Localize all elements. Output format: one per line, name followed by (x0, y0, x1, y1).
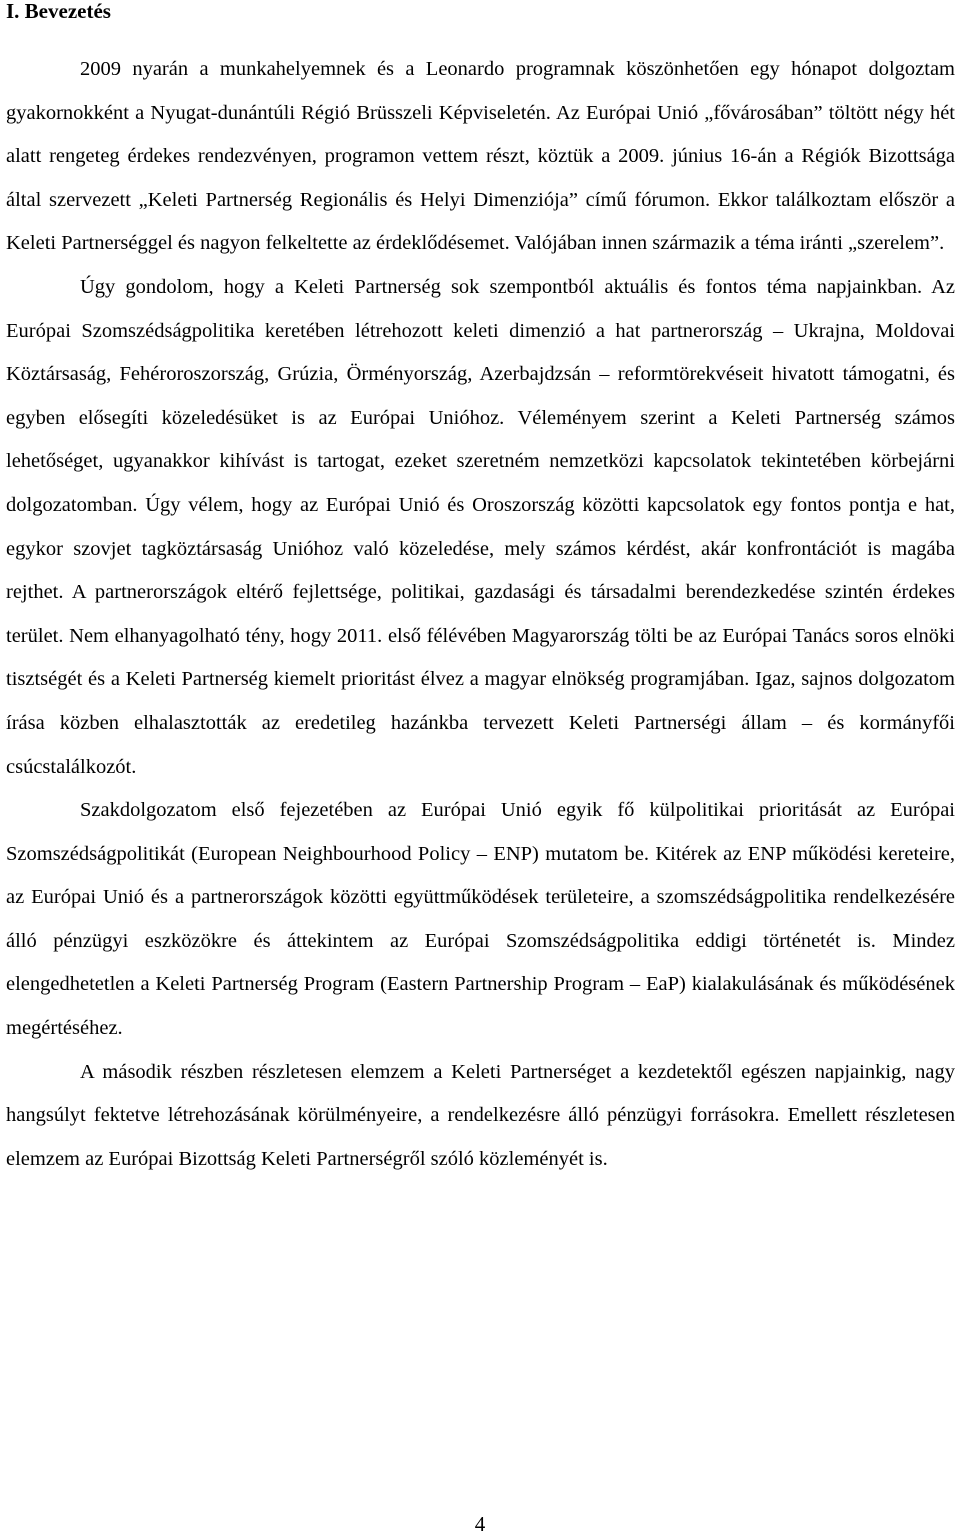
paragraph-4: A második részben részletesen elemzem a Keleti Partnerséget a kezdetektől egészen napjainkig, nagy hangsúlyt fektetve létrehozásának körülményeire, a rendelkezésre álló pénzügyi forrásokra. Emellett részletesen elemzem az Európai Bizottság Keleti Partnerségről szóló közleményét is. (6, 1060, 955, 1170)
paragraph-3: Szakdolgozatom első fejezetében az Európai Unió egyik fő külpolitikai prioritását az Európai Szomszédságpolitikát (European Neighbourhood Policy – ENP) mutatom be. Kitérek az ENP működési kereteire, az Európai Unió és a partnerországok közötti együttműködések területeire, a szomszédságpolitika rendelkezésére álló pénzügyi eszközökre és áttekintem az Európai Szomszédságpolitika eddigi történetét is. Mindez elengedhetetlen a Keleti Partnerség Program (Eastern Partnership Program – EaP) kialakulásának és működésének megértéséhez. (6, 799, 955, 1040)
page-number: 4 (474, 1512, 486, 1536)
paragraph-1: 2009 nyarán a munkahelyemnek és a Leonardo programnak köszönhetően egy hónapot dolgoztam gyakornokként a Nyugat-dunántúli Régió Brüsszeli Képviseletén. Az Európai Unió „fővárosában” töltött négy hét alatt rengeteg érdekes rendezvényen, programon vettem részt, köztük a 2009. június 16-án a Régiók Bizottsága által szervezett „Keleti Partnerség Regionális és Helyi Dimenziója” című fórumon. Ekkor találkoztam először a Keleti Partnerséggel és nagyon felkeltette az érdeklődésemet. Valójában innen származik a téma iránti „szerelem”. (6, 58, 955, 255)
section-heading: I. Bevezetés (6, 0, 111, 23)
paragraph-2: Úgy gondolom, hogy a Keleti Partnerség sok szempontból aktuális és fontos téma napjainkban. Az Európai Szomszédságpolitika keretében létrehozott keleti dimenzió a hat partnerország – Ukrajna, Moldovai Köztársaság, Fehéroroszország, Grúzia, Örményország, Azerbajdzsán – reformtörekvéseit hivatott támogatni, és egyben elősegíti közeledésüket is az Európai Unióhoz. Véleményem szerint a Keleti Partnerség számos lehetőséget, ugyanakkor kihívást is tartogat, ezeket szeretném nemzetközi kapcsolatok tekintetében körbejárni dolgozatomban. Úgy vélem, hogy az Európai Unió és Oroszország közötti kapcsolatok egy fontos pontja e hat, egykor szovjet tagköztársaság Unióhoz való közeledése, mely számos kérdést, akár konfrontációt is magába rejthet. A partnerországok eltérő fejlettsége, politikai, gazdasági és társadalmi berendezkedése szintén érdekes terület. Nem elhanyagolható tény, hogy 2011. első félévében Magyarország tölti be az Európai Tanács soros elnöki tisztségét és a Keleti Partnerség kiemelt prioritást élvez a magyar elnökség programjában. Igaz, sajnos dolgozatom írása közben elhalasztották az eredetileg hazánkba tervezett Keleti Partnerségi állam – és kormányfői csúcstalálkozót. (6, 275, 955, 778)
body-text (6, 48, 955, 1181)
